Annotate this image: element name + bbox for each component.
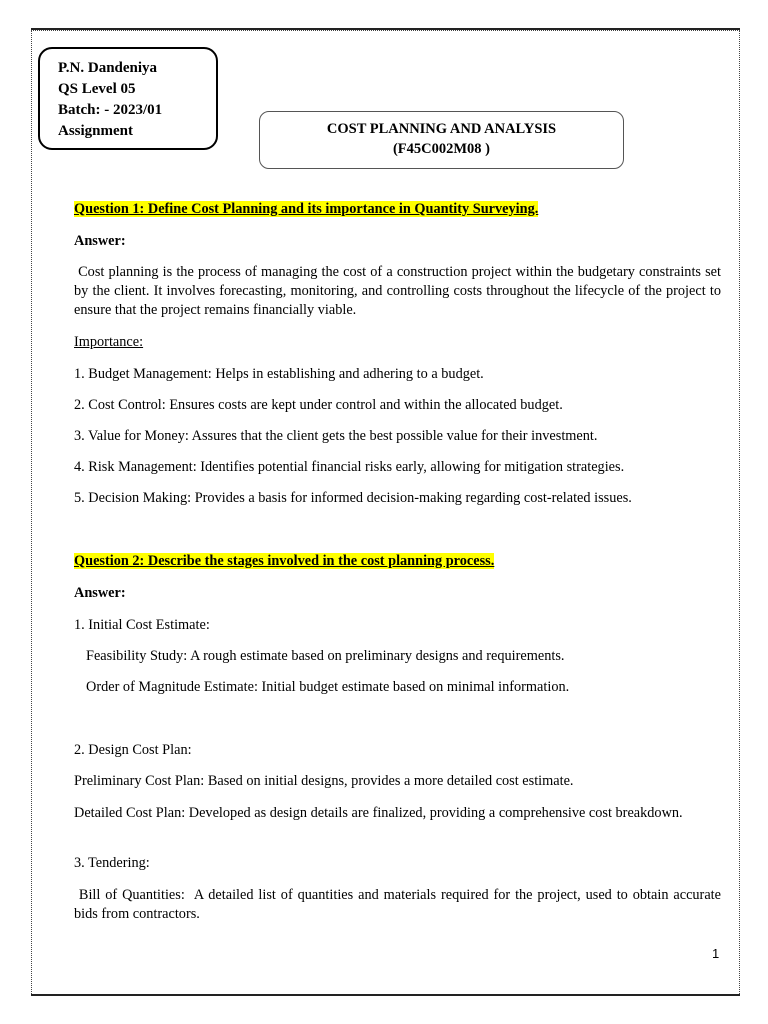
stage-3-heading: 3. Tendering: — [74, 855, 150, 871]
page-border-top — [31, 28, 740, 30]
stage-2-line: Detailed Cost Plan: Developed as design details are finalized, providing a comprehensive cost breakdown. — [74, 805, 683, 821]
page-border — [31, 30, 740, 996]
page-number: 1 — [712, 946, 720, 961]
document-type: Assignment — [58, 123, 134, 139]
importance-item: 4. Risk Management: Identifies potential financial risks early, allowing for mitigation strategies. — [74, 459, 625, 475]
question-1-heading: Question 1: Define Cost Planning and its importance in Quantity Surveying. — [74, 201, 539, 217]
question-2-line — [74, 552, 494, 571]
student-info-box — [38, 47, 218, 150]
importance-heading: Importance: — [74, 334, 144, 350]
student-level: QS Level 05 — [58, 81, 136, 97]
question-2-heading: Question 2: Describe the stages involved in the cost planning process. — [74, 553, 495, 569]
importance-item: 3. Value for Money: Assures that the client gets the best possible value for their investment. — [74, 428, 598, 444]
stage-3-line: Bill of Quantities: A detailed list of quantities and materials required for the project, used to obtain accurate bids from contractors. — [74, 887, 725, 922]
importance-item: 2. Cost Control: Ensures costs are kept under control and within the allocated budget. — [74, 397, 563, 413]
importance-item: 5. Decision Making: Provides a basis for informed decision-making regarding cost-related issues. — [74, 490, 632, 506]
answer-1-label: Answer: — [74, 233, 126, 249]
module-title-box — [259, 111, 624, 169]
importance-item: 1. Budget Management: Helps in establishing and adhering to a budget. — [74, 366, 484, 382]
answer-1-paragraph: Cost planning is the process of managing the cost of a construction project within the budgetary constraints set by the client. It involves forecasting, monitoring, and controlling costs throughout the lifecycle of the project to ensure that the project remains financially viable. — [74, 264, 725, 318]
answer-2-label: Answer: — [74, 585, 126, 601]
stage-2-line: Preliminary Cost Plan: Based on initial designs, provides a more detailed cost estimate. — [74, 773, 574, 789]
module-title: COST PLANNING AND ANALYSIS — [326, 121, 557, 137]
stage-1-line: Order of Magnitude Estimate: Initial budget estimate based on minimal information. — [86, 679, 570, 695]
stage-2-heading: 2. Design Cost Plan: — [74, 742, 192, 758]
stage-1-heading: 1. Initial Cost Estimate: — [74, 617, 210, 633]
question-1-line — [74, 200, 538, 219]
page-border-bottom — [31, 994, 740, 996]
module-code: (F45C002M08 ) — [392, 141, 491, 157]
stage-1-line: Feasibility Study: A rough estimate based on preliminary designs and requirements. — [86, 648, 565, 664]
student-name: P.N. Dandeniya — [58, 60, 158, 76]
student-batch: Batch: - 2023/01 — [58, 102, 163, 118]
